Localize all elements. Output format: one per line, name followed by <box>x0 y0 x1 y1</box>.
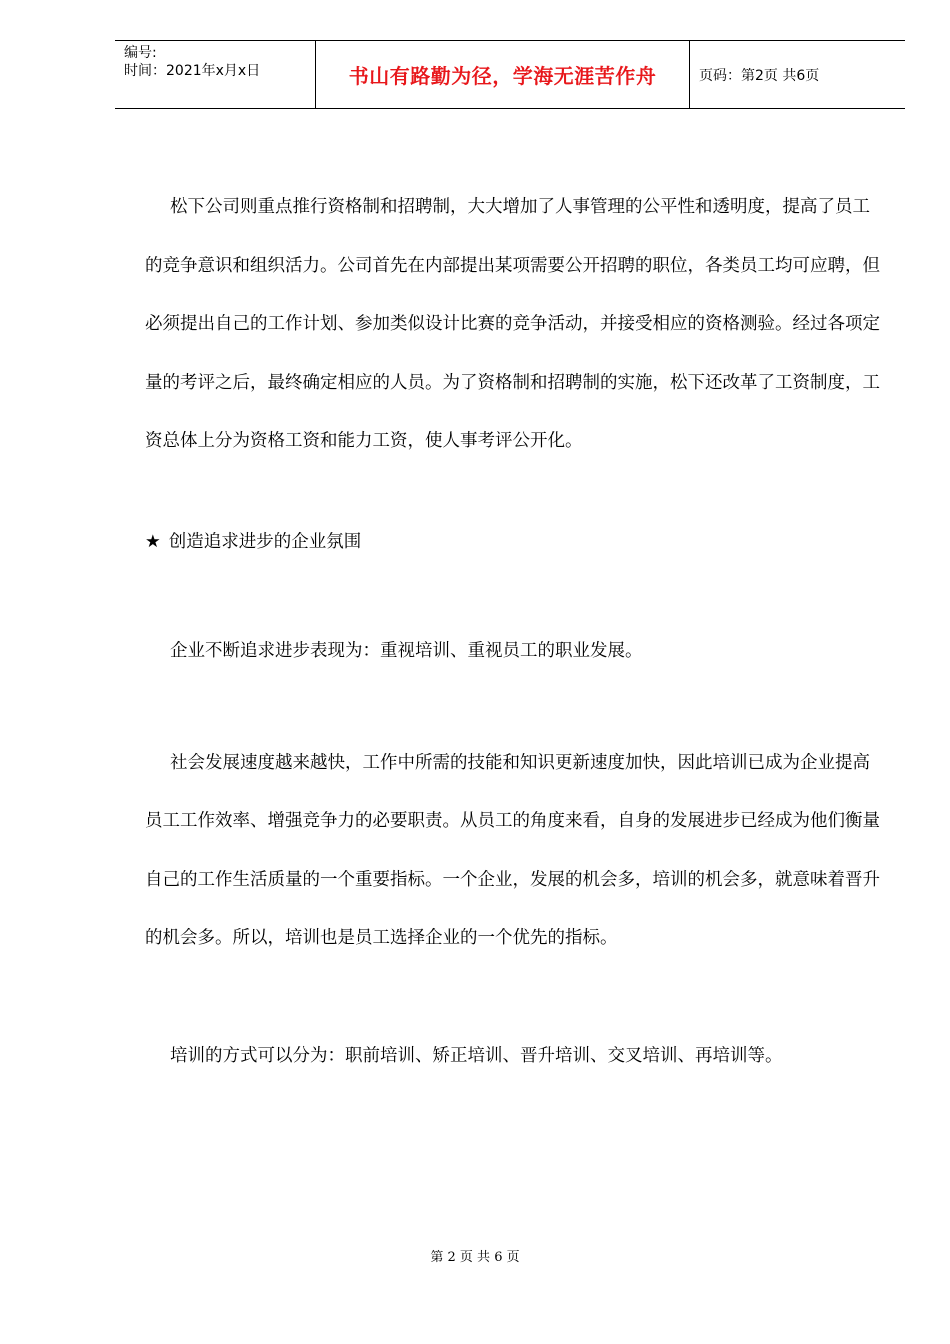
spacer <box>145 471 885 530</box>
header-page-number: 页码：第2页 共6页 <box>699 67 820 84</box>
page-header <box>115 40 905 109</box>
paragraph-4: 培训的方式可以分为：职前培训、矫正培训、晋升培训、交叉培训、再培训等。 <box>170 1045 783 1066</box>
header-motto-cell <box>316 41 690 108</box>
document-time-label: 时间：2021年x月x日 <box>124 63 261 79</box>
header-page-cell <box>690 41 905 108</box>
document-body <box>145 178 885 1068</box>
spacer <box>145 968 885 1044</box>
section-heading-text: 创造追求进步的企业氛围 <box>168 531 362 552</box>
header-meta <box>115 41 316 108</box>
header-motto: 书山有路勤为径，学海无涯苦作舟 <box>348 64 657 88</box>
star-icon: ★ <box>145 531 161 552</box>
paragraph-1: 松下公司则重点推行资格制和招聘制，大大增加了人事管理的公平性和透明度，提高了员工的竞争意识和组织活力。公司首先在内部提出某项需要公开招聘的职位，各类员工均可应聘，但必须提出自己的工作计划、参加类似设计比赛的竞争活动，并接受相应的资格测验。经过各项定量的考评之后，最终确定相应的人员。为了资格制和招聘制的实施，松下还改革了工资制度，工资总体上分为资格工资和能力工资，使人事考评公开化。 <box>145 197 880 451</box>
section-heading <box>145 530 885 554</box>
paragraph-3: 社会发展速度越来越快，工作中所需的技能和知识更新速度加快，因此培训已成为企业提高员工工作效率、增强竞争力的必要职责。从员工的角度来看，自身的发展进步已经成为他们衡量自己的工作生活质量的一个重要指标。一个企业，发展的机会多，培训的机会多，就意味着晋升的机会多。所以，培训也是员工选择企业的一个优先的指标。 <box>145 752 880 948</box>
spacer <box>145 554 885 639</box>
page-footer: 第 2 页 共 6 页 <box>430 1250 520 1265</box>
paragraph-2: 企业不断追求进步表现为：重视培训、重视员工的职业发展。 <box>170 640 643 661</box>
document-number-label: 编号: <box>124 45 157 61</box>
